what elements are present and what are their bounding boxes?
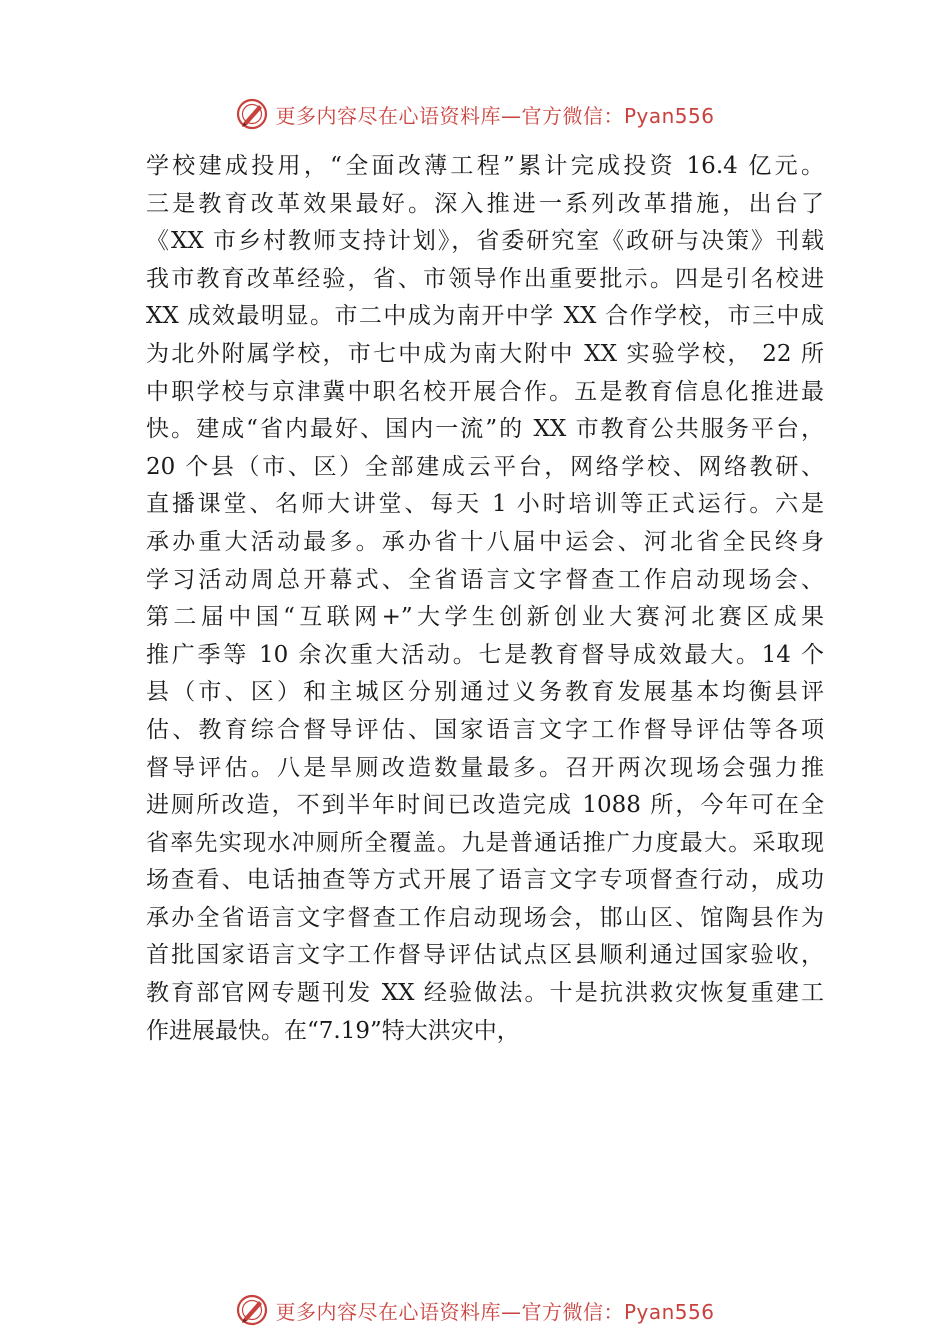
text-line: XX 成效最明显。市二中成为南开中学 XX 合作学校，市三中成 (146, 303, 824, 330)
text-line: 三是教育改革效果最好。深入推进一系列改革措施，出台了 (146, 190, 824, 217)
text-line: 《XX 市乡村教师支持计划》，省委研究室《政研与决策》刊载 (146, 228, 824, 255)
text-line: 快。建成“省内最好、国内一流”的 XX 市教育公共服务平台， (146, 416, 824, 443)
text-line: 为北外附属学校，市七中成为南大附中 XX 实验学校， 22 所 (146, 340, 824, 367)
text-line: 承办重大活动最多。承办省十八届中运会、河北省全民终身 (146, 528, 824, 555)
text-line: 教育部官网专题刊发 XX 经验做法。十是抗洪救灾恢复重建工 (146, 980, 824, 1007)
text-line: 督导评估。八是旱厕改造数量最多。召开两次现场会强力推 (146, 754, 824, 781)
text-line: 县（市、区）和主城区分别通过义务教育发展基本均衡县评 (146, 679, 824, 706)
text-line: 学校建成投用，“全面改薄工程”累计完成投资 16.4 亿元。 (146, 153, 824, 179)
text-line: 场查看、电话抽查等方式开展了语言文字专项督查行动，成功 (146, 867, 824, 894)
footer-text: 更多内容尽在心语资料库—官方微信：Pyan556 (275, 1299, 715, 1324)
document-body (146, 148, 824, 1050)
text-line: 20 个县（市、区）全部建成云平台，网络学校、网络教研、 (146, 453, 824, 480)
text-line: 第二届中国“互联网+”大学生创新创业大赛河北赛区成果 (146, 604, 824, 631)
pen-seal-icon (235, 1293, 269, 1327)
footer-banner (0, 1288, 950, 1332)
text-line-last: 作进展最快。在“7.19”特大洪灾中， (146, 1017, 520, 1044)
pen-seal-icon (235, 97, 269, 131)
text-line: 首批国家语言文字工作督导评估试点区县顺利通过国家验收， (146, 942, 824, 969)
text-line: 学习活动周总开幕式、全省语言文字督查工作启动现场会、 (146, 566, 824, 593)
header-text: 更多内容尽在心语资料库—官方微信：Pyan556 (275, 103, 715, 128)
text-line: 省率先实现水冲厕所全覆盖。九是普通话推广力度最大。采取现 (146, 829, 824, 856)
text-line: 推广季等 10 余次重大活动。七是教育督导成效最大。14 个 (146, 641, 824, 668)
text-line: 直播课堂、名师大讲堂、每天 1 小时培训等正式运行。六是 (146, 491, 824, 518)
text-line: 估、教育综合督导评估、国家语言文字工作督导评估等各项 (146, 716, 824, 743)
text-line: 中职学校与京津冀中职名校开展合作。五是教育信息化推进最 (146, 378, 824, 405)
text-line: 承办全省语言文字督查工作启动现场会，邯山区、馆陶县作为 (146, 904, 824, 931)
text-line: 进厕所改造，不到半年时间已改造完成 1088 所，今年可在全 (146, 792, 824, 819)
header-banner (0, 92, 950, 136)
text-line: 我市教育改革经验，省、市领导作出重要批示。四是引名校进 (146, 265, 824, 292)
